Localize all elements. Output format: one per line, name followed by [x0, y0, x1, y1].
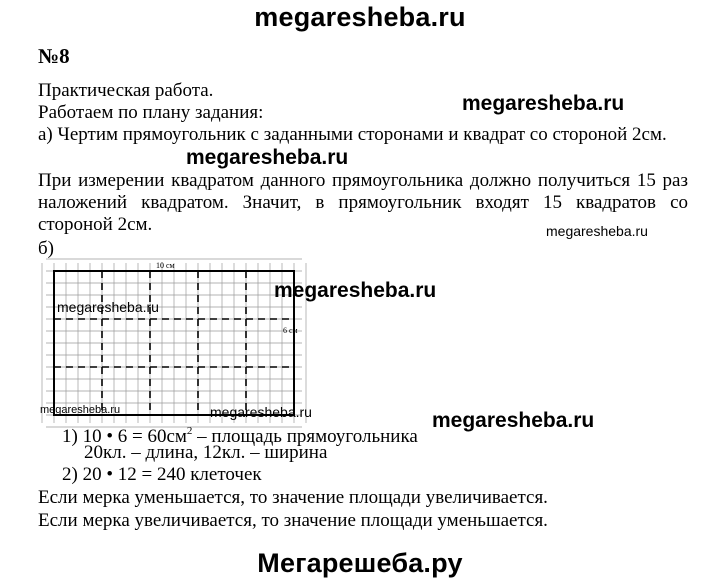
watermark: megaresheba.ru — [40, 404, 121, 416]
right-side-label: 6 см — [283, 326, 298, 335]
watermark: megaresheba.ru — [186, 146, 349, 169]
watermark: megaresheba.ru — [210, 404, 312, 420]
line-plan: Работаем по плану задания: — [38, 102, 264, 123]
watermark: megaresheba.ru — [57, 299, 159, 315]
area-caption: – площадь прямоугольника — [192, 426, 418, 447]
watermark: megaresheba.ru — [274, 279, 437, 302]
line-practical-work: Практическая работа. — [38, 80, 214, 101]
area-calc: 1) 10 • 6 = 60см — [62, 426, 187, 447]
watermark: megaresheba.ru — [546, 223, 648, 239]
conclusion-1: Если мерка уменьшается, то значение площади увеличивается. — [38, 487, 548, 508]
solution-line-2: 2) 20 • 12 = 240 клеточек — [62, 464, 262, 485]
solution-line-1b: 20кл. – длина, 12кл. – ширина — [84, 442, 328, 463]
task-number: №8 — [38, 44, 70, 68]
conclusion-2: Если мерка увеличивается, то значение площади уменьшается. — [38, 510, 548, 531]
area-unit-exponent: 2 — [186, 425, 193, 437]
top-side-label: 10 см — [156, 261, 175, 270]
paragraph-measure: При измерении квадратом данного прямоугольника должно получиться 15 раз наложений квадратом. Значит, в прямоугольник входят 15 квадратов со стороной 2см. — [38, 170, 688, 235]
line-b: б) — [38, 238, 54, 259]
paragraph-a: а) Чертим прямоугольник с заданными сторонами и квадрат со стороной 2см. — [38, 124, 667, 145]
footer-site-title: Мегарешеба.ру — [257, 548, 463, 578]
watermark: megaresheba.ru — [462, 92, 625, 115]
grid-lines — [42, 259, 306, 427]
watermark: megaresheba.ru — [432, 409, 595, 432]
header-site-title: megaresheba.ru — [254, 2, 466, 32]
